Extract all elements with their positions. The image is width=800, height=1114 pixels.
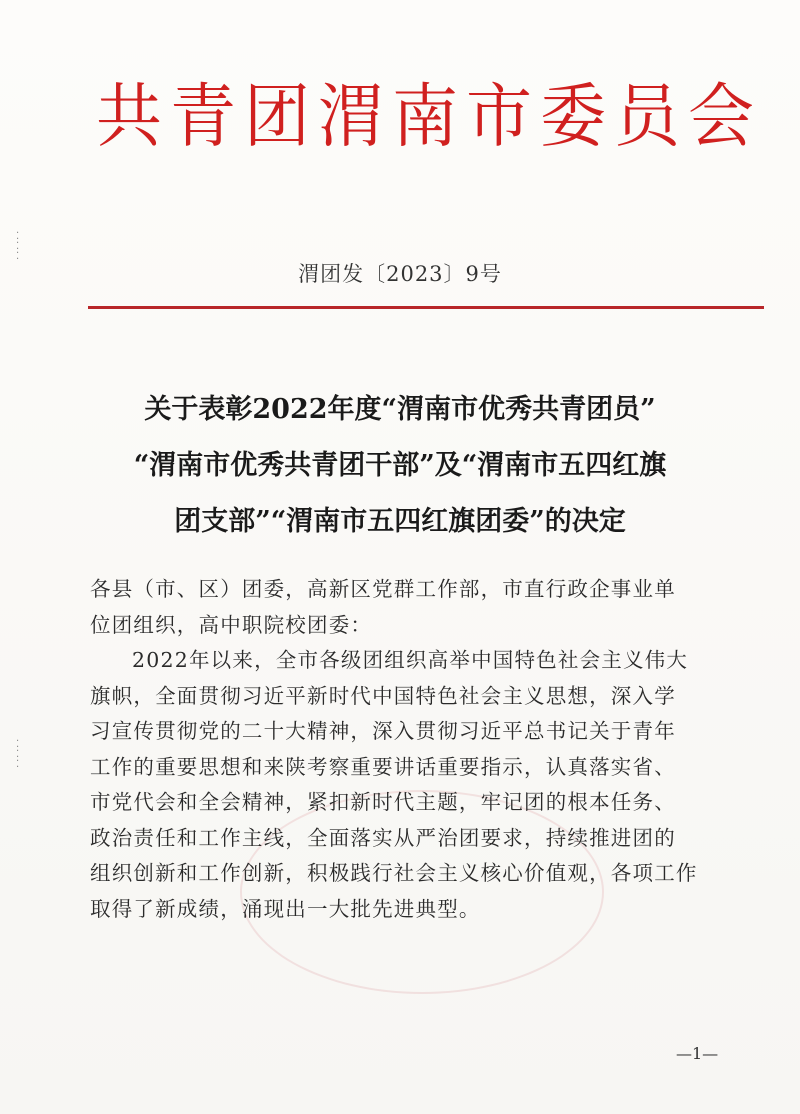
body-line: 2022年以来，全市各级团组织高举中国特色社会主义伟大 [132,648,689,672]
body-line: 市党代会和全会精神，紧扣新时代主题，牢记团的根本任务、 [90,790,676,814]
binding-mark: ⁚ ⁚ ⁚ [16,739,20,770]
body-line: 工作的重要思想和来陕考察重要讲话重要指示，认真落实省、 [90,754,676,779]
body-line: 旗帜，全面贯彻习近平新时代中国特色社会主义思想，深入学 [90,683,676,708]
binding-mark: ⁚ ⁚ ⁚ [16,231,20,262]
body-line: 政治责任和工作主线，全面落实从严治团要求，持续推进团的 [90,825,676,850]
addressee-line: 各县（市、区）团委，高新区党群工作部，市直行政企事业单 [90,577,676,601]
issuer-title: 共青团渭南市委员会 [96,76,762,157]
addressee-line: 位团组织，高中职院校团委： [90,612,373,637]
document-title [70,382,730,550]
document-number: 渭团发〔2023〕9号 [298,262,502,286]
page-number: —1— [676,1044,719,1063]
body-line: 组织创新和工作创新，积极践行社会主义核心价值观，各项工作 [90,861,698,885]
red-separator-line [88,306,764,309]
title-line: 关于表彰2022年度“渭南市优秀共青团员” [144,394,656,425]
body-line: 取得了新成绩，涌现出一大批先进典型。 [90,896,481,921]
title-line: “渭南市优秀共青团干部”及“渭南市五四红旗 [133,450,667,481]
body-line: 习宣传贯彻党的二十大精神，深入贯彻习近平总书记关于青年 [90,719,676,743]
document-body [90,572,770,927]
title-line: 团支部”“渭南市五四红旗团委”的决定 [174,506,626,537]
